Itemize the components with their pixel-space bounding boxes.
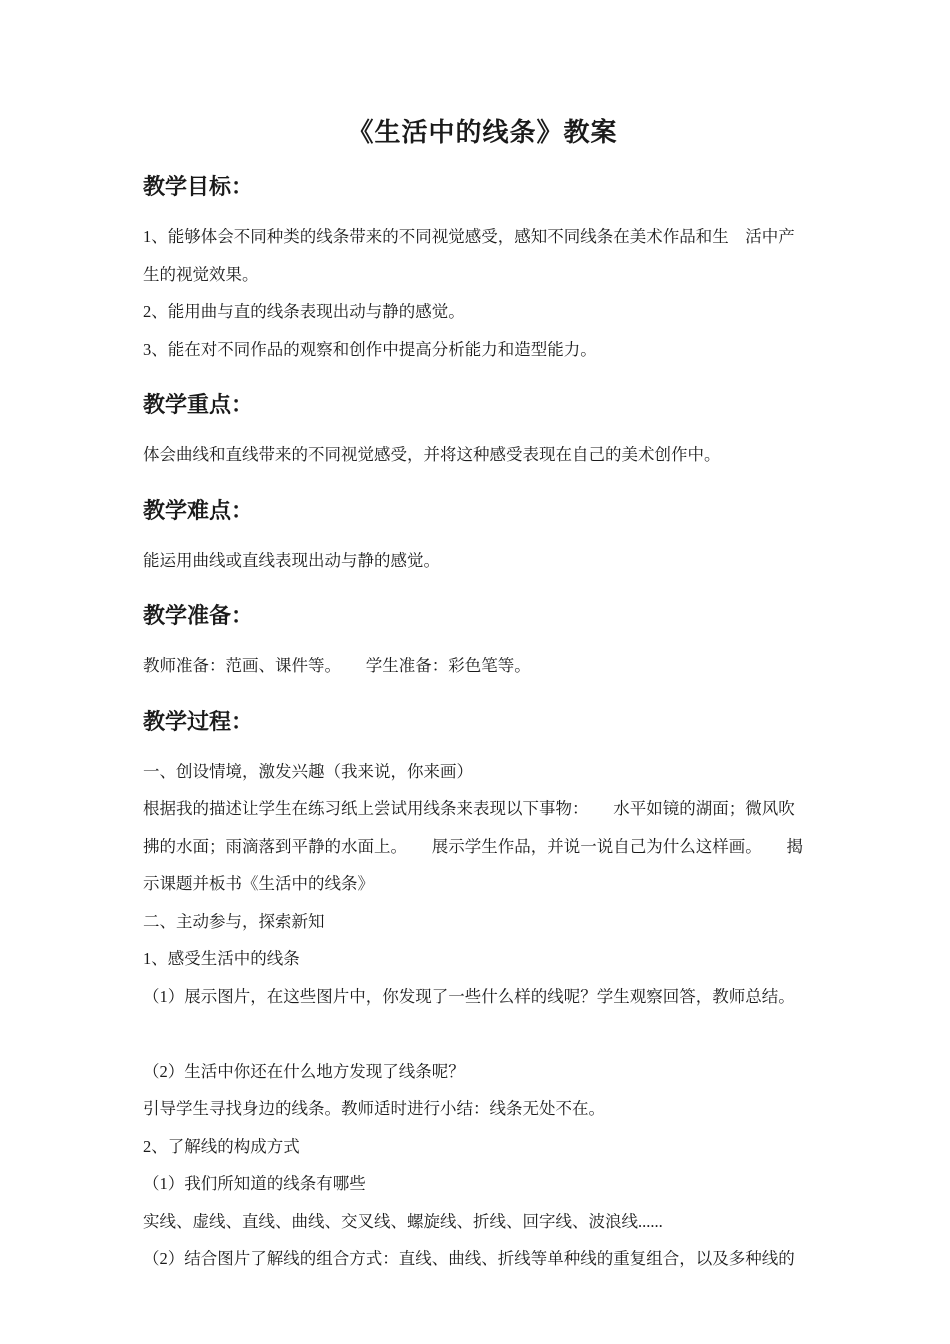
section-heading: 教学重点：	[143, 392, 254, 417]
text-line: 示课题并板书《生活中的线条》	[143, 874, 374, 893]
blank-line	[143, 1015, 822, 1053]
text-line: （1）展示图片，在这些图片中，你发现了一些什么样的线呢？学生观察回答，教师总结。	[143, 986, 795, 1006]
text-line: 体会曲线和直线带来的不同视觉感受，并将这种感受表现在自己的美术创作中。	[143, 445, 721, 464]
text-line: 2、了解线的构成方式	[143, 1136, 300, 1156]
text-line: 3、能在对不同作品的观察和创作中提高分析能力和造型能力。	[143, 339, 597, 359]
text-line: （2）结合图片了解线的组合方式：直线、曲线、折线等单种线的重复组合，以及多种线的	[143, 1249, 795, 1268]
text-line: 教师准备：范画、课件等。 学生准备：彩色笔等。	[143, 656, 531, 675]
text-line: 2、能用曲与直的线条表现出动与静的感觉。	[143, 302, 465, 321]
text-line: （1）我们所知道的线条有哪些	[143, 1174, 366, 1193]
section-heading: 教学过程：	[143, 708, 254, 734]
section-heading: 教学目标：	[143, 174, 254, 199]
text-line: 1、能够体会不同种类的线条带来的不同视觉感受，感知不同线条在美术作品和生 活中产	[143, 227, 795, 246]
text-line: 拂的水面；雨滴落到平静的水面上。 展示学生作品，并说一说自己为什么这样画。 揭	[143, 836, 803, 856]
text-line: 1、感受生活中的线条	[143, 949, 300, 968]
text-line: 实线、虚线、直线、曲线、交叉线、螺旋线、折线、回字线、波浪线......	[143, 1211, 663, 1231]
text-line: 一、创设情境，激发兴趣（我来说，你来画）	[143, 761, 473, 781]
section-heading: 教学难点：	[143, 497, 254, 523]
text-line: 根据我的描述让学生在练习纸上尝试用线条来表现以下事物： 水平如镜的湖面；微风吹	[143, 799, 795, 818]
text-line: 二、主动参与，探索新知	[143, 911, 325, 931]
section-heading: 教学准备：	[143, 603, 254, 628]
text-line: 生的视觉效果。	[143, 264, 259, 284]
text-line: 引导学生寻找身边的线条。教师适时进行小结：线条无处不在。	[143, 1099, 605, 1118]
document-body	[143, 172, 822, 1278]
text-line: （2）生活中你还在什么地方发现了线条呢？	[143, 1061, 465, 1081]
document-title: 《生活中的线条》教案	[347, 118, 618, 147]
text-line: 能运用曲线或直线表现出动与静的感觉。	[143, 550, 440, 570]
